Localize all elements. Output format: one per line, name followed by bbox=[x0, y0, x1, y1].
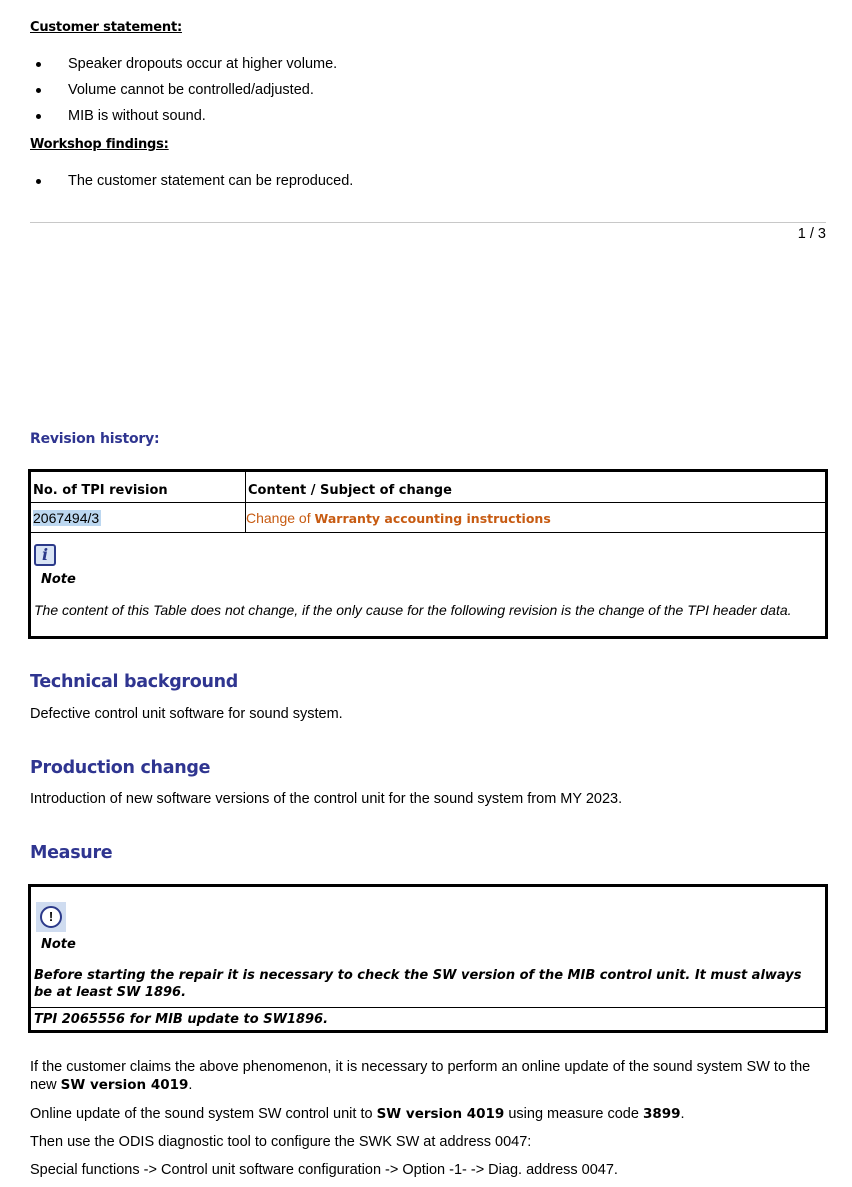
revision-history-table bbox=[28, 469, 828, 639]
list-item: Speaker dropouts occur at higher volume. bbox=[30, 54, 337, 80]
note-divider bbox=[31, 1007, 825, 1008]
workshop-findings-heading: Workshop findings: bbox=[30, 137, 169, 152]
bullet-icon bbox=[36, 88, 41, 93]
measure-paragraph-1: If the customer claims the above phenomenon, it is necessary to perform an online update of the sound system SW to the new SW version 4019. bbox=[30, 1059, 811, 1093]
list-item: MIB is without sound. bbox=[30, 106, 337, 132]
page-number: 1 / 3 bbox=[797, 226, 826, 242]
note-label: Note bbox=[41, 937, 76, 952]
bullet-icon bbox=[36, 114, 41, 119]
measure-paragraph-4: Special functions -> Control unit software configuration -> Option -1- -> Diag. address 0047. bbox=[30, 1162, 618, 1178]
customer-statement-heading: Customer statement: bbox=[30, 20, 182, 35]
info-icon: i bbox=[34, 544, 56, 566]
measure-note-box bbox=[28, 884, 828, 1033]
note-text: Before starting the repair it is necessary to check the SW version of the MIB control unit. It must always be at least SW 1896. bbox=[34, 968, 802, 1000]
production-change-text: Introduction of new software versions of the control unit for the sound system from MY 2023. bbox=[30, 791, 623, 807]
table-header-row bbox=[31, 472, 825, 503]
workshop-findings-list bbox=[30, 171, 353, 197]
exclamation-icon: ! bbox=[36, 902, 66, 932]
change-description-link[interactable]: Change of Warranty accounting instructions bbox=[246, 510, 551, 526]
technical-background-heading: Technical background bbox=[30, 672, 239, 692]
column-header-content: Content / Subject of change bbox=[248, 483, 452, 498]
revision-history-heading: Revision history: bbox=[30, 431, 160, 447]
technical-background-text: Defective control unit software for sound system. bbox=[30, 706, 343, 722]
list-item: Volume cannot be controlled/adjusted. bbox=[30, 80, 337, 106]
measure-paragraph-3: Then use the ODIS diagnostic tool to configure the SWK SW at address 0047: bbox=[30, 1134, 532, 1150]
note-label: Note bbox=[41, 572, 76, 587]
list-item: The customer statement can be reproduced. bbox=[30, 171, 353, 197]
column-header-revision: No. of TPI revision bbox=[33, 483, 168, 498]
revision-number[interactable]: 2067494/3 bbox=[33, 510, 100, 526]
bullet-icon bbox=[36, 62, 41, 67]
table-row bbox=[31, 503, 825, 533]
production-change-heading: Production change bbox=[30, 758, 211, 778]
measure-heading: Measure bbox=[30, 843, 113, 863]
page-divider bbox=[30, 222, 826, 223]
customer-statement-list bbox=[30, 54, 337, 132]
measure-paragraph-2: Online update of the sound system SW control unit to SW version 4019 using measure code 3899. bbox=[30, 1106, 685, 1122]
bullet-icon bbox=[36, 179, 41, 184]
note-reference: TPI 2065556 for MIB update to SW1896. bbox=[34, 1012, 329, 1027]
note-text: The content of this Table does not change, if the only cause for the following revision is the change of the TPI header data. bbox=[34, 602, 792, 618]
